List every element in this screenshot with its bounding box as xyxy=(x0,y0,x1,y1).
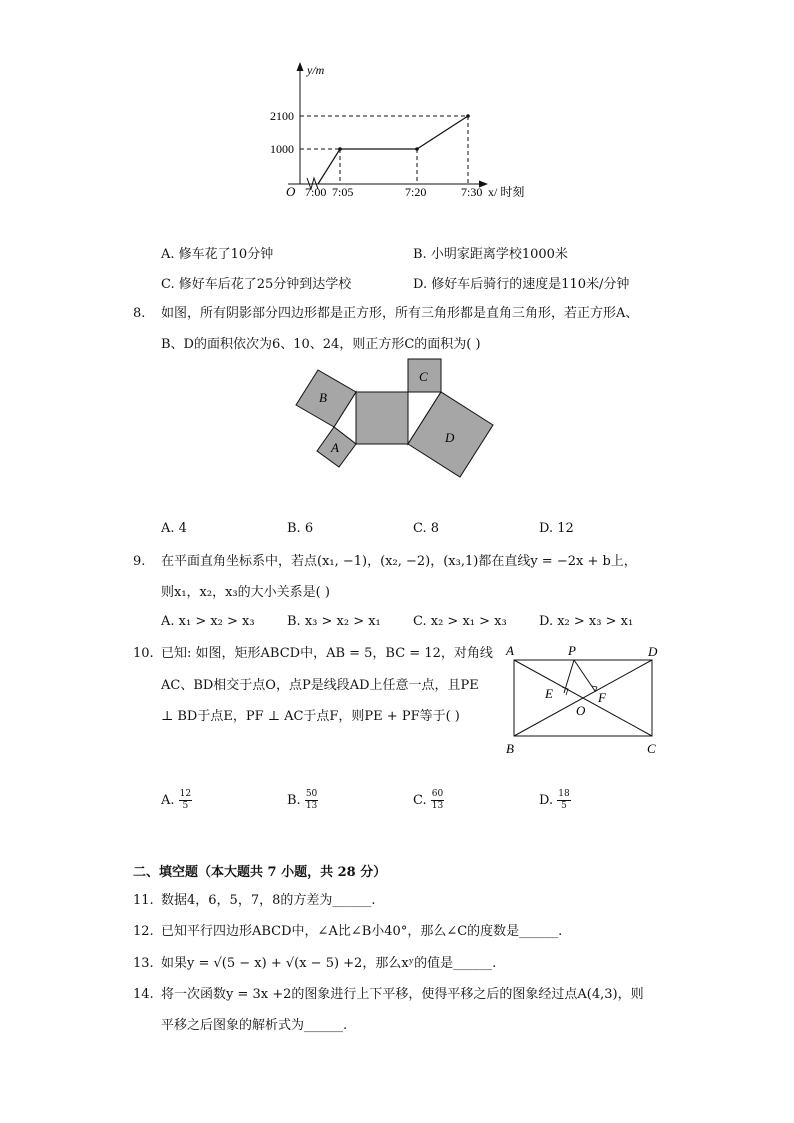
q7-option-d: D. 修好车后骑行的速度是110米/分钟 xyxy=(413,277,630,292)
q14-line2: 平移之后图象的解析式为______. xyxy=(161,1018,348,1033)
label-c: C xyxy=(647,741,656,756)
central-square xyxy=(356,392,408,444)
q9-option-c: C. x₂ > x₁ > x₃ xyxy=(413,614,507,629)
q13-text: 如果y = √(5 − x) + √(x − 5) +2，那么xʸ的值是______. xyxy=(161,956,497,971)
x-tick-705: 7:05 xyxy=(332,185,354,199)
origin-label: O xyxy=(286,184,296,199)
q10-rectangle-figure xyxy=(500,642,670,760)
q10-number: 10. xyxy=(133,646,154,661)
q12-text: 已知平行四边形ABCD中，∠A比∠B小40°，那么∠C的度数是______. xyxy=(161,924,563,939)
point-720 xyxy=(415,147,419,151)
q9-option-d: D. x₂ > x₃ > x₁ xyxy=(539,614,634,629)
q10-option-c xyxy=(413,789,444,812)
q14-number: 14. xyxy=(133,987,154,1002)
q9-option-b: B. x₃ > x₂ > x₁ xyxy=(287,614,381,629)
label-f: F xyxy=(598,690,606,705)
y-tick-1000: 1000 xyxy=(270,142,294,156)
q10-line2: AC、BD相交于点O，点P是线段AD上任意一点，且PE xyxy=(161,678,479,693)
label-a: A xyxy=(331,440,339,455)
numerator: 60 xyxy=(431,789,444,799)
x-axis-label: x/ 时刻 xyxy=(488,185,525,199)
numerator: 50 xyxy=(305,789,318,799)
q8-number: 8. xyxy=(133,306,146,321)
q7-distance-time-graph xyxy=(270,58,540,208)
label-a: A xyxy=(506,643,514,658)
q12-number: 12. xyxy=(133,924,154,939)
y-axis-label: y/m xyxy=(307,63,325,77)
label-b: B xyxy=(319,390,327,405)
y-tick-2100: 2100 xyxy=(270,109,294,123)
q8-line1: 如图，所有阴影部分四边形都是正方形，所有三角形都是直角三角形，若正方形A、 xyxy=(161,306,639,321)
fraction xyxy=(557,789,570,812)
q10-option-d xyxy=(539,789,571,812)
q8-option-b: B. 6 xyxy=(287,521,314,536)
q10-option-a xyxy=(161,789,192,812)
q10-option-b xyxy=(287,789,318,812)
q8-option-a: A. 4 xyxy=(161,521,187,536)
option-letter: B. xyxy=(287,793,301,808)
q9-option-a: A. x₁ > x₂ > x₃ xyxy=(161,614,255,629)
q9-line1: 在平面直角坐标系中，若点(x₁, −1)，(x₂, −2)，(x₃,1)都在直线y = −2x + b上， xyxy=(161,554,637,569)
x-tick-730: 7:30 xyxy=(461,185,483,199)
q14-line1: 将一次函数y = 3x +2的图象进行上下平移，使得平移之后的图象经过点A(4,3)，则 xyxy=(161,987,644,1002)
denominator: 5 xyxy=(182,801,189,811)
label-p: P xyxy=(568,643,576,658)
q8-option-d: D. 12 xyxy=(539,521,574,536)
q7-option-b: B. 小明家距离学校1000米 xyxy=(413,247,568,262)
label-c: C xyxy=(419,369,428,384)
numerator: 18 xyxy=(558,789,570,799)
q8-line2: B、D的面积依次为6、10、24，则正方形C的面积为( ) xyxy=(161,337,481,352)
option-letter: A. xyxy=(161,793,175,808)
numerator: 12 xyxy=(179,789,192,799)
label-d: D xyxy=(445,430,455,445)
q7-option-a: A. 修车花了10分钟 xyxy=(161,247,274,262)
x-tick-720: 7:20 xyxy=(405,185,427,199)
q8-squares-figure xyxy=(290,355,500,485)
q11-text: 数据4，6，5，7，8的方差为______. xyxy=(161,893,376,908)
point-730 xyxy=(466,114,470,118)
q11-number: 11. xyxy=(133,893,154,908)
q8-option-c: C. 8 xyxy=(413,521,440,536)
q9-number: 9. xyxy=(133,554,146,569)
option-letter: C. xyxy=(413,793,427,808)
option-letter: D. xyxy=(539,793,554,808)
segment-pf xyxy=(574,660,595,691)
label-o: O xyxy=(576,703,586,718)
q13-number: 13. xyxy=(133,956,154,971)
section-title: 二、填空题（本大题共 7 小题，共 28 分） xyxy=(133,865,387,880)
denominator: 13 xyxy=(431,801,444,811)
denominator: 13 xyxy=(305,801,318,811)
label-e: E xyxy=(545,686,553,701)
q10-line3: ⊥ BD于点E，PF ⊥ AC于点F，则PE + PF等于( ) xyxy=(161,709,460,724)
q7-option-c: C. 修好车后花了25分钟到达学校 xyxy=(161,277,352,292)
fraction xyxy=(179,789,192,812)
x-tick-700: 7:00 xyxy=(305,185,327,199)
y-axis-arrow xyxy=(297,62,304,71)
label-b: B xyxy=(506,741,514,756)
fraction xyxy=(305,789,318,812)
q9-line2: 则x₁，x₂，x₃的大小关系是( ) xyxy=(161,585,330,600)
fraction xyxy=(431,789,444,812)
point-705 xyxy=(338,147,342,151)
label-d: D xyxy=(648,644,658,659)
q10-line1: 已知: 如图，矩形ABCD中，AB = 5，BC = 12，对角线 xyxy=(161,646,493,661)
denominator: 5 xyxy=(561,801,567,811)
